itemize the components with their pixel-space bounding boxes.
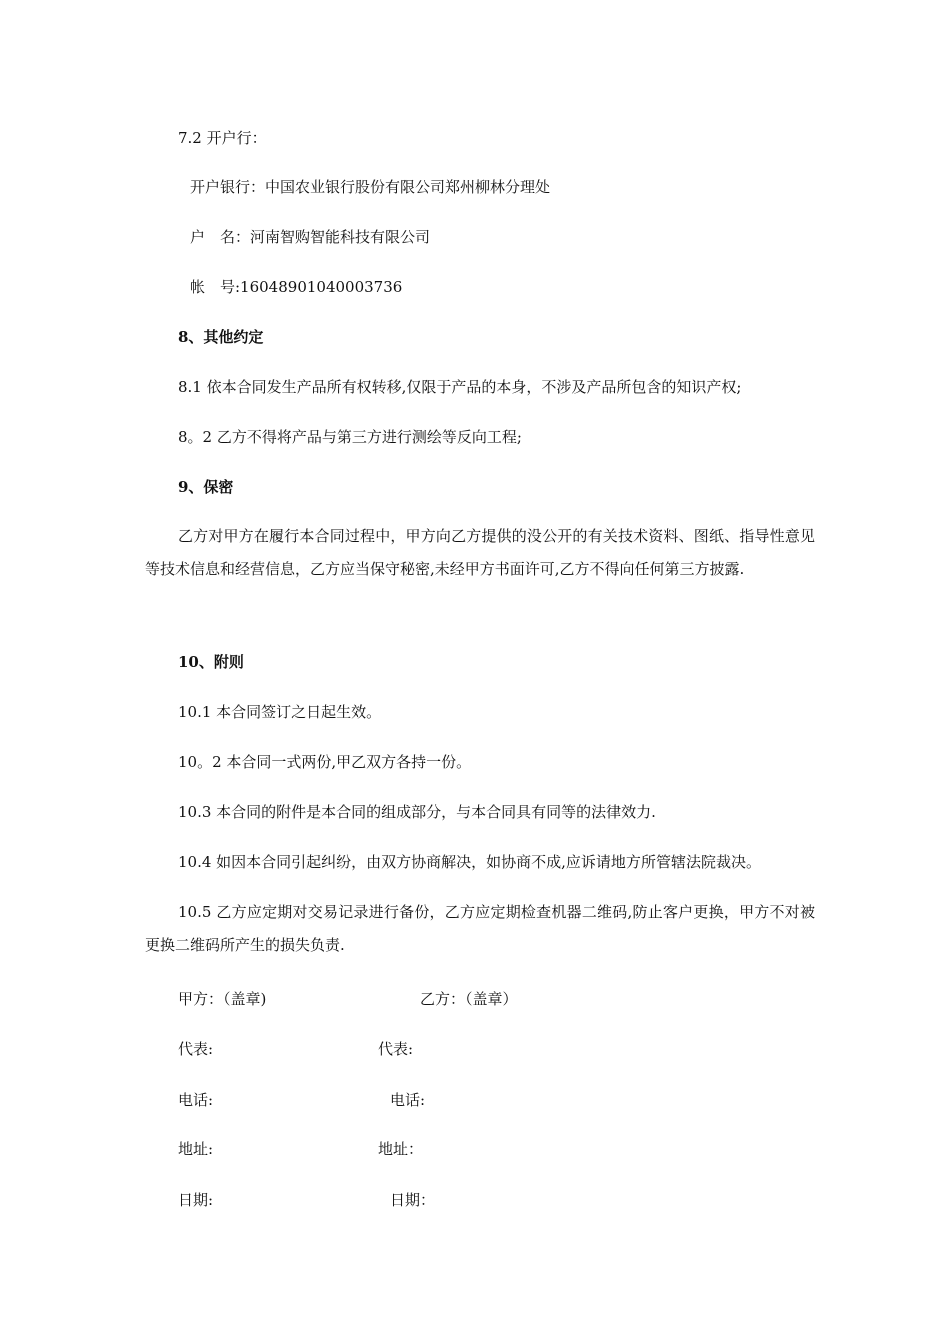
party-a-seal: 甲方：（盖章): [178, 990, 267, 1008]
clause-10-1: 10.1 本合同签订之日起生效。: [178, 703, 382, 721]
party-a-date: 日期:: [178, 1191, 214, 1209]
party-a-address: 地址:: [178, 1140, 214, 1158]
party-b-address: 地址：: [378, 1140, 424, 1158]
clause-10-2: 10。2 本合同一式两份,甲乙双方各持一份。: [178, 753, 472, 771]
section-title-8: 8、其他约定: [178, 328, 264, 346]
clause-8-1: 8.1 依本合同发生产品所有权转移,仅限于产品的本身，不涉及产品所包含的知识产权;: [178, 378, 742, 396]
bank-heading: 7.2 开户行：: [178, 129, 267, 147]
clause-10-3: 10.3 本合同的附件是本合同的组成部分，与本合同具有同等的法律效力.: [178, 803, 656, 821]
party-b-seal: 乙方：（盖章）: [420, 990, 518, 1008]
clause-10-4: 10.4 如因本合同引起纠纷，由双方协商解决，如协商不成,应诉请地方所管辖法院裁决。: [178, 853, 761, 871]
clause-10-5: 10.5 乙方应定期对交易记录进行备份，乙方应定期检查机器二维码,防止客户更换，甲方不对被更换二维码所产生的损失负责.: [145, 903, 815, 954]
confidentiality-paragraph: 乙方对甲方在履行本合同过程中，甲方向乙方提供的没公开的有关技术资料、图纸、指导性意见等技术信息和经营信息，乙方应当保守秘密,未经甲方书面许可,乙方不得向任何第三方披露.: [145, 527, 815, 578]
party-b-rep: 代表:: [378, 1040, 414, 1058]
bank-name: 开户银行：中国农业银行股份有限公司郑州柳林分理处: [190, 178, 551, 196]
account-holder: 户 名：河南智购智能科技有限公司: [190, 228, 431, 246]
party-b-phone: 电话:: [390, 1091, 426, 1109]
section-title-10: 10、附则: [178, 653, 244, 671]
party-a-rep: 代表:: [178, 1040, 214, 1058]
account-number: 帐 号:16048901040003736: [190, 278, 403, 296]
section-title-9: 9、保密: [178, 478, 234, 496]
party-a-phone: 电话:: [178, 1091, 214, 1109]
party-b-date: 日期：: [390, 1191, 436, 1209]
clause-8-2: 8。2 乙方不得将产品与第三方进行测绘等反向工程;: [178, 428, 522, 446]
